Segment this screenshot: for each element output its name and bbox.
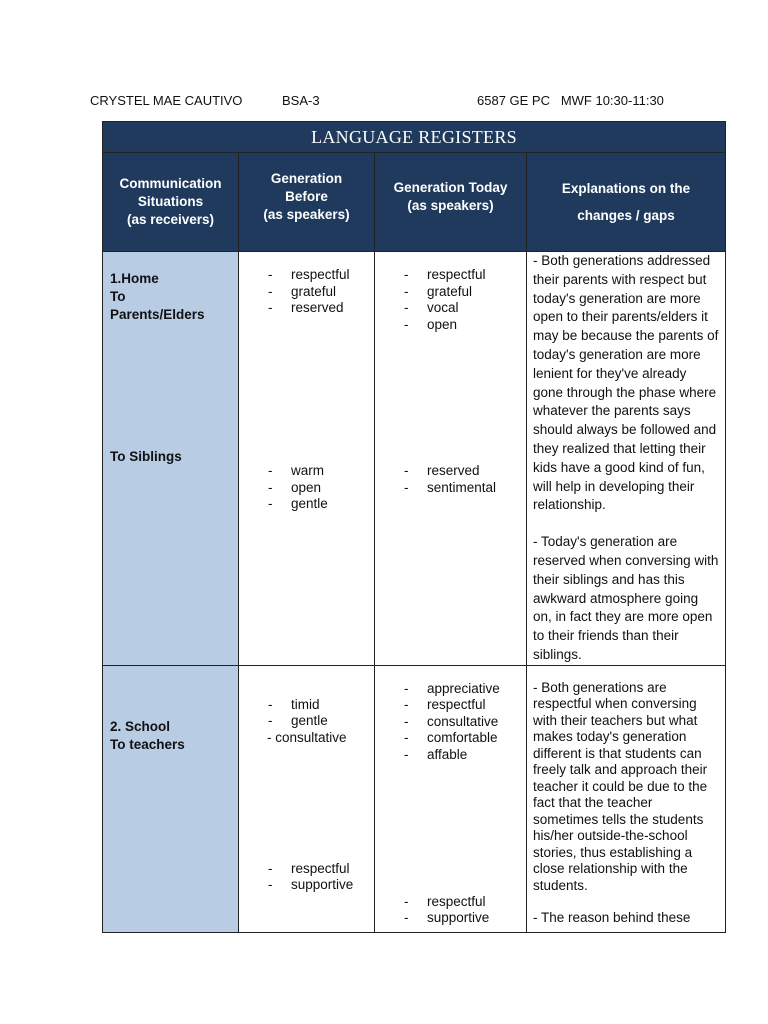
explanation-cell-home	[527, 252, 726, 666]
today-list-teachers-b	[375, 894, 526, 927]
column-header-situations: Communication Situations (as receivers)	[103, 153, 239, 252]
list-item: - reserved	[239, 300, 374, 317]
student-name: CRYSTEL MAE CAUTIVO	[90, 93, 243, 108]
list-item: - respectful	[375, 697, 526, 714]
list-item: - respectful	[375, 894, 526, 911]
list-item: - gentle	[239, 713, 374, 730]
list-item: - grateful	[375, 284, 526, 301]
explanation-teachers-continued: - The reason behind these	[533, 910, 691, 926]
list-item: - grateful	[239, 284, 374, 301]
before-list-teachers	[239, 697, 374, 747]
list-item: - warm	[239, 463, 374, 480]
list-item: - open	[375, 317, 526, 334]
situation-label-school: 2. School To teachers	[110, 718, 185, 752]
list-item: - comfortable	[375, 730, 526, 747]
list-item: - sentimental	[375, 480, 526, 497]
today-list-parents	[375, 267, 526, 333]
list-item: - reserved	[375, 463, 526, 480]
before-cell-school	[239, 665, 375, 932]
today-cell-home	[375, 252, 527, 666]
student-section: BSA-3	[282, 93, 320, 108]
explanation-teachers: - Both generations are respectful when conversing with their teachers but what makes today's generation different is that students can freely talk and approach their teacher it could be due to the fact that the teacher sometimes tells the students his/her outside-the-school stories, thus establishing a close relationship with the students.	[533, 679, 708, 893]
situation-label-home: 1.Home To Parents/Elders	[110, 271, 205, 322]
list-item: - affable	[375, 747, 526, 764]
explanation-siblings: - Today's generation are reserved when conversing with their siblings and has this awkward atmosphere going on, in fact they are more open to their friends than their siblings.	[533, 534, 719, 662]
language-registers-table	[102, 121, 726, 933]
table-title: LANGUAGE REGISTERS	[103, 122, 726, 153]
before-list-teachers-b	[239, 861, 374, 894]
list-item: - gentle	[239, 496, 374, 513]
list-item: - consultative	[375, 714, 526, 731]
before-list-siblings	[239, 463, 374, 513]
list-item: - open	[239, 480, 374, 497]
before-cell-home	[239, 252, 375, 666]
column-header-generation-today: Generation Today (as speakers)	[375, 153, 527, 252]
list-item: - vocal	[375, 300, 526, 317]
list-item: - consultative	[267, 729, 347, 745]
table-row-home	[103, 252, 726, 666]
today-cell-school	[375, 665, 527, 932]
situation-label-siblings: To Siblings	[110, 449, 182, 464]
today-list-teachers	[375, 681, 526, 764]
list-item: - respectful	[375, 267, 526, 284]
situation-cell-home	[103, 252, 239, 666]
before-list-parents	[239, 267, 374, 317]
list-item: - respectful	[239, 861, 374, 878]
situation-cell-school	[103, 665, 239, 932]
explanation-parents: - Both generations addressed their parents with respect but today's generation are more open to their parents/elders it may be because the parents of today's generation are more lenient for they've already gone through the phase where whatever the parents says should always be followed and they realized that letting their kids have a good kind of fun, will help in developing their relationship.	[533, 253, 719, 513]
today-list-siblings	[375, 463, 526, 496]
column-header-generation-before: Generation Before (as speakers)	[239, 153, 375, 252]
explanation-cell-school	[527, 665, 726, 932]
table-header-row	[103, 153, 726, 252]
table-row-school	[103, 665, 726, 932]
list-item: - timid	[239, 697, 374, 714]
list-item: - appreciative	[375, 681, 526, 698]
list-item: - supportive	[375, 910, 526, 927]
course-schedule: 6587 GE PC MWF 10:30-11:30	[477, 93, 664, 108]
list-item: - respectful	[239, 267, 374, 284]
list-item: - supportive	[239, 877, 374, 894]
column-header-explanations: Explanations on the changes / gaps	[527, 153, 726, 252]
